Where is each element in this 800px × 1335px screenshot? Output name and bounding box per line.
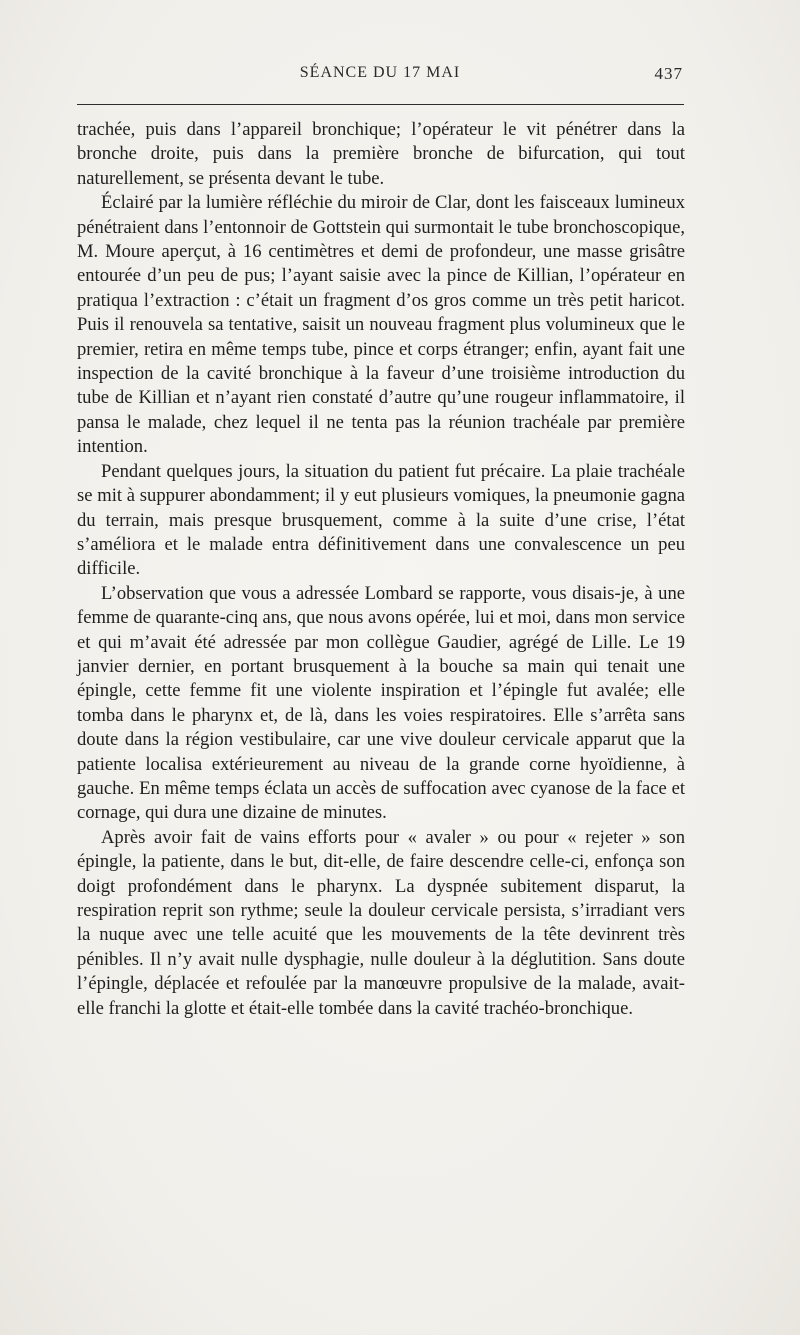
paragraph: Éclairé par la lumière réfléchie du miroir de Clar, dont les faisceaux lumineux pénétraient dans l’entonnoir de Gottstein qui surmontait le tube bronchoscopique, M. Moure aperçut, à 16 centimètres et demi de profondeur, une masse grisâtre entourée d’un peu de pus; l’ayant saisie avec la pince de Killian, l’opérateur en pratiqua l’extraction : c’était un fragment d’os gros comme un très petit haricot. Puis il renouvela sa tentative, saisit un nouveau fragment plus volumineux que le premier, retira en même temps tube, pince et corps étranger; enfin, ayant fait une inspection de la cavité bronchique à la faveur d’une troisième introduction du tube de Killian et n’ayant rien constaté d’autre qu’une rougeur inflammatoire, il pansa le malade, chez lequel il ne tenta pas la réunion trachéale par première intention. — [77, 192, 685, 458]
paragraph: Après avoir fait de vains efforts pour « avaler » ou pour « rejeter » son épingle, la patiente, dans le but, dit-elle, de faire descendre celle-ci, enfonça son doigt profondément dans le pharynx. La dyspnée subitement disparut, la respiration reprit son rythme; seule la douleur cervicale persista, s’irradiant vers la nuque avec une telle acuité que les mouvements de la tête devinrent très pénibles. Il n’y avait nulle dysphagie, nulle douleur à la déglutition. Sans doute l’épingle, déplacée et refoulée par la manœuvre propulsive de la malade, avait-elle franchi la glotte et était-elle tombée dans la cavité trachéo-bronchique. — [77, 826, 685, 1019]
paragraph-continued: trachée, puis dans l’appareil bronchique; l’opérateur le vit pénétrer dans la bronche droite, puis dans la première bronche de bifurcation, qui tout naturellement, se présenta devant le tube. — [77, 119, 685, 189]
page-number: 437 — [654, 64, 683, 83]
header-rule — [77, 104, 684, 105]
body-text — [77, 118, 685, 1021]
page-header — [77, 64, 683, 94]
paragraph: L’observation que vous a adressée Lombard se rapporte, vous disais-je, à une femme de quarante-cinq ans, que nous avons opérée, lui et moi, dans mon service et qui m’avait été adressée par mon collègue Gaudier, agrégé de Lille. Le 19 janvier dernier, en portant brusquement à la bouche sa main qui tenait une épingle, cette femme fit une violente inspiration et l’épingle fut avalée; elle tomba dans le pharynx et, de là, dans les voies respiratoires. Elle s’arrêta sans doute dans la région vestibulaire, car une vive douleur cervicale apparut que la patiente localisa extérieurement au niveau de la grande corne hyoïdienne, à gauche. En même temps éclata un accès de suffocation avec cyanose de la face et cornage, qui dura une dizaine de minutes. — [77, 582, 685, 824]
paragraph: Pendant quelques jours, la situation du patient fut précaire. La plaie trachéale se mit à suppurer abondamment; il y eut plusieurs vomiques, la pneumonie gagna du terrain, mais presque brusquement, comme à la suite d’une crise, l’état s’améliora et le malade entra définitivement dans une convalescence un peu difficile. — [77, 460, 685, 580]
running-title: SÉANCE DU 17 MAI — [299, 64, 461, 81]
